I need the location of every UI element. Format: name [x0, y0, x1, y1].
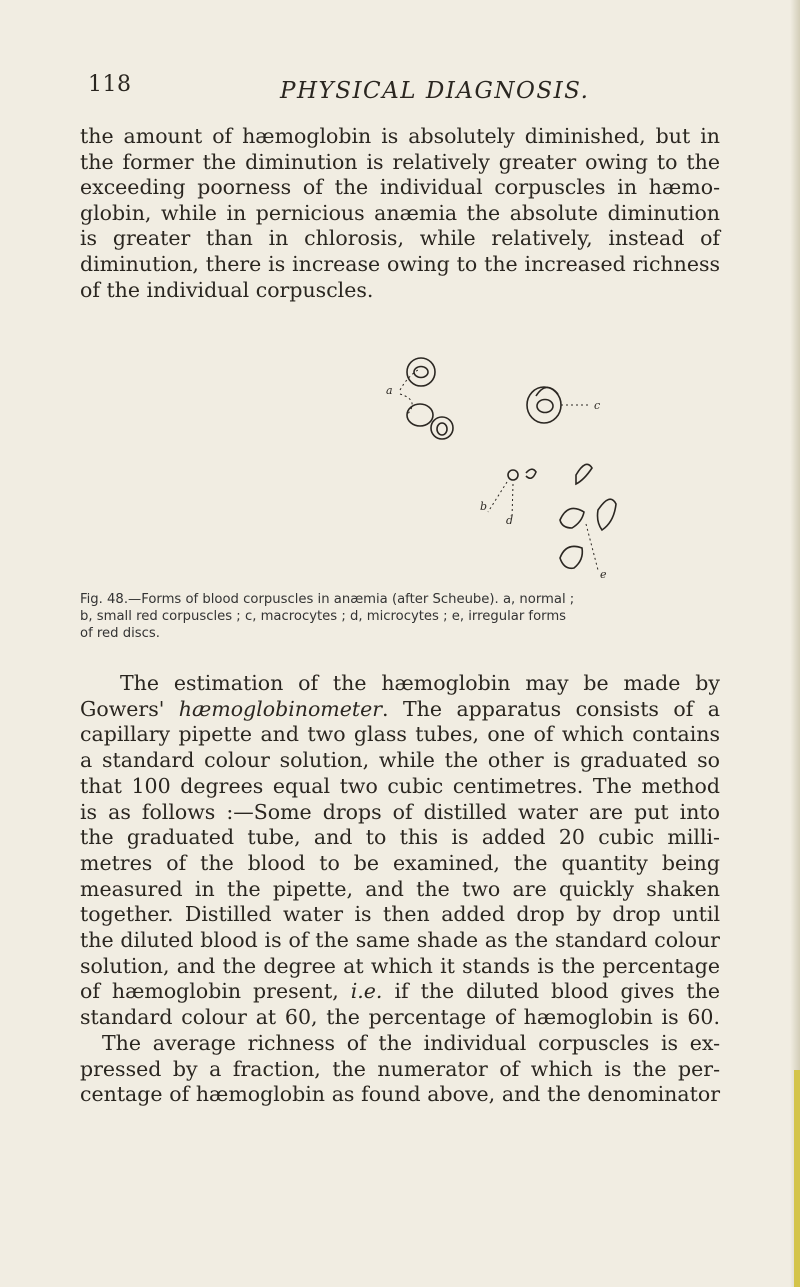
text-run: of hæmoglobin present,: [80, 979, 351, 1004]
text-line: diminution, there is increase owing to the increased richness: [80, 251, 720, 276]
corpuscle-irregular: [576, 464, 592, 484]
page-number: 118: [88, 72, 132, 97]
paragraph-1: [80, 124, 720, 303]
text-line: the former the diminution is relatively greater owing to the: [80, 149, 720, 174]
text-line: The average richness of the individual corpuscles is ex-: [102, 1030, 720, 1055]
caption-line: Fig. 48.—Forms of blood corpuscles in anæmia (after Scheube). a, normal ;: [80, 592, 575, 607]
text-line: the graduated tube, and to this is added 20 cubic milli-: [80, 825, 720, 850]
text-line: is as follows :—Some drops of distilled water are put into: [80, 799, 720, 824]
label-e: e: [600, 568, 607, 581]
text-run: if the diluted blood gives the: [382, 979, 720, 1004]
text-line: together. Distilled water is then added drop by drop until: [80, 902, 720, 927]
text-line: standard colour at 60, the percentage of hæmoglobin is 60.: [80, 1005, 720, 1030]
text-line: metres of the blood to be examined, the quantity being: [80, 850, 720, 875]
text-line: measured in the pipette, and the two are quickly shaken: [80, 876, 720, 901]
corpuscle-microcyte: [508, 470, 518, 480]
page-edge-tint: [794, 1070, 800, 1287]
running-head: PHYSICAL DIAGNOSIS.: [280, 78, 590, 104]
corpuscle-small: [407, 404, 433, 426]
blood-corpuscles-figure: [386, 372, 610, 582]
label-b: b: [480, 500, 488, 513]
corpuscle-irregular: [560, 546, 582, 568]
text-line: globin, while in pernicious anæmia the absolute diminution: [80, 200, 720, 225]
text-line: [80, 697, 720, 723]
text-line: solution, and the degree at which it stands is the percentage: [80, 953, 720, 978]
text-line: [80, 979, 720, 1005]
corpuscle-irregular: [560, 508, 584, 528]
caption-line: of red discs.: [80, 626, 160, 642]
figure-caption: [80, 591, 720, 643]
text-line: of the individual corpuscles.: [80, 277, 374, 302]
text-line: a standard colour solution, while the other is graduated so: [80, 748, 720, 773]
text-run: Gowers': [80, 696, 179, 721]
text-line: that 100 degrees equal two cubic centimetres. The method: [80, 773, 720, 798]
instrument-name: hæmoglobinometer: [178, 696, 383, 721]
label-d: d: [506, 514, 514, 527]
text-line: The estimation of the hæmoglobin may be made by: [120, 671, 720, 695]
text-line: is greater than in chlorosis, while relatively, instead of: [80, 226, 720, 251]
text-line: pressed by a fraction, the numerator of which is the per-: [80, 1056, 720, 1081]
label-c: c: [594, 399, 601, 412]
text-line: capillary pipette and two glass tubes, one of which contains: [80, 722, 720, 747]
text-line: the diluted blood is of the same shade as the standard colour: [80, 928, 720, 953]
text-line: the amount of hæmoglobin is absolutely diminished, but in: [80, 124, 720, 148]
corpuscle-normal: [407, 358, 435, 386]
text-line: centage of hæmoglobin as found above, and the denominator: [80, 1082, 720, 1107]
text-line: exceeding poorness of the individual corpuscles in hæmo-: [80, 175, 720, 200]
corpuscle-irregular: [598, 499, 617, 530]
caption-line: b, small red corpuscles ; c, macrocytes ; d, microcytes ; e, irregular forms: [80, 609, 567, 625]
label-a: a: [386, 384, 393, 397]
abbreviation: i.e.: [350, 979, 383, 1004]
paragraph-2: [80, 671, 720, 1108]
text-run: . The apparatus consists of a: [382, 696, 720, 721]
